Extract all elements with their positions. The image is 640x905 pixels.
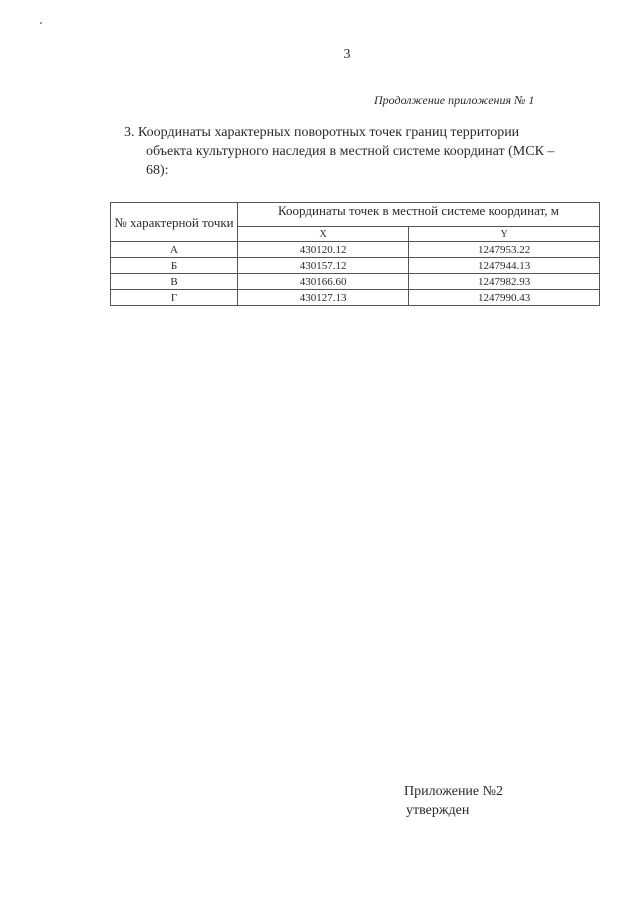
appendix-2-status: утвержден xyxy=(406,803,470,818)
header-x: X xyxy=(238,227,409,242)
y-value: 1247982.93 xyxy=(409,274,600,290)
point-label: В xyxy=(111,274,238,290)
coordinates-table xyxy=(110,202,600,306)
y-value: 1247944.13 xyxy=(409,258,600,274)
continuation-label: Продолжение приложения № 1 xyxy=(374,93,535,107)
header-y: Y xyxy=(409,227,600,242)
appendix-2-block xyxy=(404,782,503,820)
scan-speck xyxy=(40,22,42,24)
header-point-number: № характерной точки xyxy=(111,203,238,242)
section-line-2: объекта культурного наследия в местной системе координат (МСК – xyxy=(146,144,555,159)
x-value: 430120.12 xyxy=(238,242,409,258)
table-row xyxy=(111,242,600,258)
appendix-2-title: Приложение №2 xyxy=(404,784,503,799)
section-3-heading xyxy=(124,123,604,180)
y-value: 1247990.43 xyxy=(409,290,600,306)
x-value: 430166.60 xyxy=(238,274,409,290)
section-line-1: 3. Координаты характерных поворотных точек границ территории xyxy=(124,125,520,140)
table-row xyxy=(111,290,600,306)
table-row xyxy=(111,258,600,274)
section-line-3: 68): xyxy=(146,163,169,178)
table-header-row xyxy=(111,203,600,227)
page-number: 3 xyxy=(343,47,351,62)
point-label: А xyxy=(111,242,238,258)
x-value: 430157.12 xyxy=(238,258,409,274)
header-coordinates: Координаты точек в местной системе координат, м xyxy=(238,203,600,227)
table-row xyxy=(111,274,600,290)
x-value: 430127.13 xyxy=(238,290,409,306)
y-value: 1247953.22 xyxy=(409,242,600,258)
point-label: Г xyxy=(111,290,238,306)
point-label: Б xyxy=(111,258,238,274)
